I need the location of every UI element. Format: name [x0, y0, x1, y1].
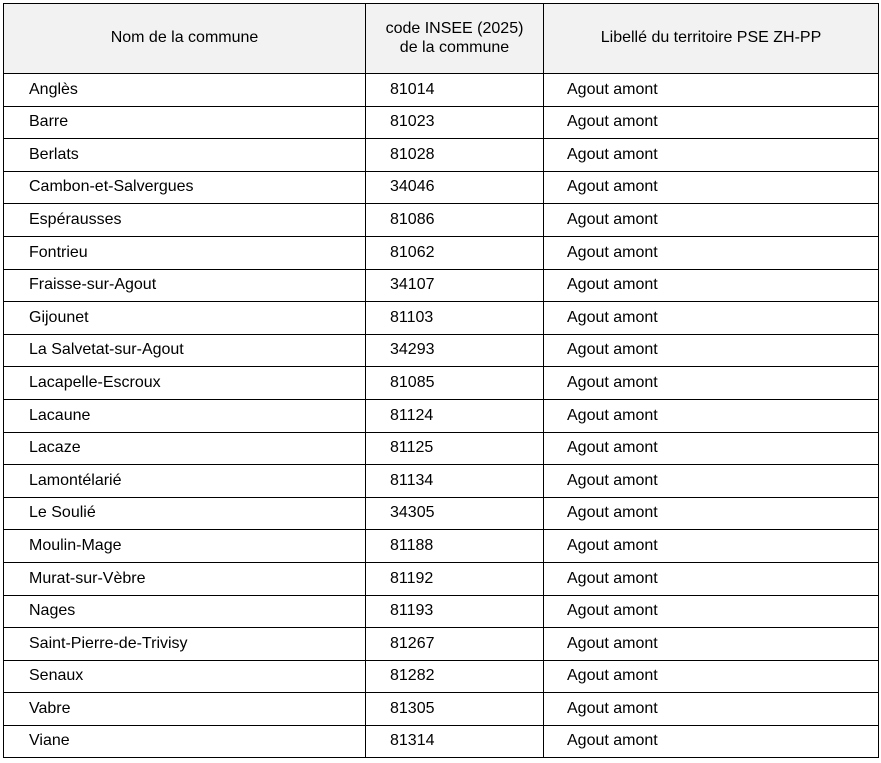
table-row: [4, 628, 879, 661]
commune-name-cell: Murat-sur-Vèbre: [4, 562, 366, 595]
insee-code-cell: 34046: [366, 171, 544, 204]
insee-code-cell: 81193: [366, 595, 544, 628]
header-insee-code-line2: de la commune: [399, 38, 510, 56]
header-commune-name: Nom de la commune: [4, 4, 366, 74]
table-row: [4, 367, 879, 400]
territory-cell: Agout amont: [544, 106, 879, 139]
insee-code-cell: 81188: [366, 530, 544, 563]
commune-name-cell: Moulin-Mage: [4, 530, 366, 563]
territory-cell: Agout amont: [544, 204, 879, 237]
commune-name-cell: Saint-Pierre-de-Trivisy: [4, 628, 366, 661]
commune-name-cell: Vabre: [4, 693, 366, 726]
table-row: [4, 139, 879, 172]
territory-cell: Agout amont: [544, 497, 879, 530]
table-row: [4, 334, 879, 367]
insee-code-cell: 81314: [366, 725, 544, 758]
territory-cell: Agout amont: [544, 171, 879, 204]
commune-name-cell: Lacapelle-Escroux: [4, 367, 366, 400]
communes-table: [3, 3, 879, 758]
table-row: [4, 725, 879, 758]
territory-cell: Agout amont: [544, 399, 879, 432]
insee-code-cell: 81267: [366, 628, 544, 661]
insee-code-cell: 81085: [366, 367, 544, 400]
territory-cell: Agout amont: [544, 628, 879, 661]
territory-cell: Agout amont: [544, 595, 879, 628]
table-row: [4, 693, 879, 726]
commune-name-cell: Lacaune: [4, 399, 366, 432]
insee-code-cell: 34305: [366, 497, 544, 530]
table-row: [4, 497, 879, 530]
insee-code-cell: 81023: [366, 106, 544, 139]
table-row: [4, 432, 879, 465]
commune-name-cell: Le Soulié: [4, 497, 366, 530]
commune-name-cell: Fontrieu: [4, 236, 366, 269]
insee-code-cell: 81062: [366, 236, 544, 269]
insee-code-cell: 81305: [366, 693, 544, 726]
table-row: [4, 204, 879, 237]
commune-name-cell: Gijounet: [4, 302, 366, 335]
table-row: [4, 302, 879, 335]
header-row: [4, 4, 879, 74]
insee-code-cell: 34107: [366, 269, 544, 302]
header-territory: Libellé du territoire PSE ZH-PP: [544, 4, 879, 74]
insee-code-cell: 81124: [366, 399, 544, 432]
table-row: [4, 530, 879, 563]
commune-name-cell: Fraisse-sur-Agout: [4, 269, 366, 302]
commune-name-cell: Lacaze: [4, 432, 366, 465]
table-body: [4, 74, 879, 758]
commune-name-cell: Nages: [4, 595, 366, 628]
table-row: [4, 106, 879, 139]
header-insee-code: [366, 4, 544, 74]
table-row: [4, 74, 879, 107]
commune-name-cell: Barre: [4, 106, 366, 139]
commune-name-cell: Lamontélarié: [4, 465, 366, 498]
table-row: [4, 595, 879, 628]
table-row: [4, 236, 879, 269]
territory-cell: Agout amont: [544, 562, 879, 595]
insee-code-cell: 81282: [366, 660, 544, 693]
commune-name-cell: Cambon-et-Salvergues: [4, 171, 366, 204]
table-row: [4, 171, 879, 204]
commune-name-cell: Berlats: [4, 139, 366, 172]
commune-name-cell: Espérausses: [4, 204, 366, 237]
territory-cell: Agout amont: [544, 530, 879, 563]
table-row: [4, 562, 879, 595]
territory-cell: Agout amont: [544, 693, 879, 726]
territory-cell: Agout amont: [544, 367, 879, 400]
table-row: [4, 269, 879, 302]
table-row: [4, 660, 879, 693]
insee-code-cell: 81086: [366, 204, 544, 237]
territory-cell: Agout amont: [544, 74, 879, 107]
table-row: [4, 465, 879, 498]
insee-code-cell: 81134: [366, 465, 544, 498]
territory-cell: Agout amont: [544, 269, 879, 302]
header-insee-code-line1: code INSEE (2025): [385, 20, 524, 38]
commune-name-cell: Anglès: [4, 74, 366, 107]
territory-cell: Agout amont: [544, 139, 879, 172]
territory-cell: Agout amont: [544, 432, 879, 465]
insee-code-cell: 81192: [366, 562, 544, 595]
insee-code-cell: 81103: [366, 302, 544, 335]
territory-cell: Agout amont: [544, 334, 879, 367]
insee-code-cell: 81014: [366, 74, 544, 107]
territory-cell: Agout amont: [544, 660, 879, 693]
commune-name-cell: La Salvetat-sur-Agout: [4, 334, 366, 367]
territory-cell: Agout amont: [544, 236, 879, 269]
table-row: [4, 399, 879, 432]
insee-code-cell: 34293: [366, 334, 544, 367]
territory-cell: Agout amont: [544, 465, 879, 498]
commune-name-cell: Senaux: [4, 660, 366, 693]
territory-cell: Agout amont: [544, 725, 879, 758]
insee-code-cell: 81028: [366, 139, 544, 172]
insee-code-cell: 81125: [366, 432, 544, 465]
territory-cell: Agout amont: [544, 302, 879, 335]
commune-name-cell: Viane: [4, 725, 366, 758]
